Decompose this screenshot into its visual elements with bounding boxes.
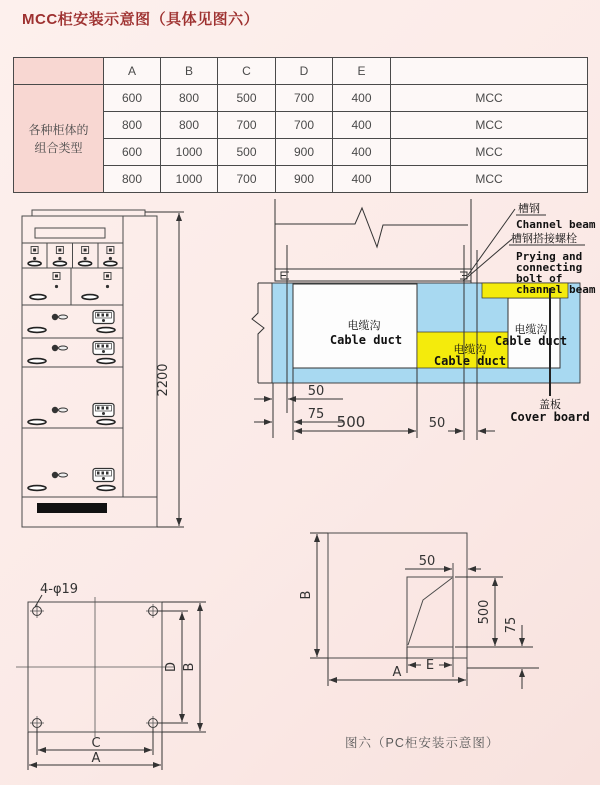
spec-cell: 400: [333, 166, 391, 193]
dim-label-75: 75: [307, 407, 325, 422]
spec-cell: 700: [218, 112, 276, 139]
spec-cell: 600: [104, 85, 161, 112]
row-group-header: [14, 85, 104, 193]
row-group-header-line2: 组合类型: [34, 140, 83, 155]
spec-cell: 800: [104, 112, 161, 139]
corner-cell: [14, 58, 104, 85]
dim-label-d: D: [164, 661, 179, 673]
spec-table: [13, 57, 588, 193]
spec-cell: 400: [333, 139, 391, 166]
bolt-label-en: connecting: [516, 261, 583, 274]
dim-label-2200: 2200: [156, 363, 171, 397]
height-dimension: [145, 212, 184, 527]
duct-label-en: Cable duct: [433, 354, 507, 368]
page-title: MCC柜安装示意图（具体见图六）: [22, 11, 260, 28]
detail-outline: [328, 533, 467, 677]
dim-label-50: 50: [418, 554, 436, 569]
bolt-label-en: channel beam: [516, 283, 596, 296]
duct-label-zh: 电缆沟: [453, 344, 487, 356]
spec-cell: 1000: [161, 166, 218, 193]
bolt-label-en: Prying and: [516, 250, 583, 263]
cover-board-label-en: Cover board: [510, 410, 590, 424]
spec-cell-type: MCC: [391, 85, 588, 112]
dim-label-b: B: [299, 590, 314, 600]
dim-label-500: 500: [336, 413, 366, 431]
spec-cell: 800: [161, 112, 218, 139]
dim-label-b: B: [182, 662, 197, 672]
spec-cell: 800: [104, 166, 161, 193]
dim-label-a: A: [392, 665, 402, 680]
spec-cell: 900: [276, 139, 333, 166]
col-header-type: [391, 58, 588, 85]
table-header-row: [14, 58, 588, 85]
spec-cell-type: MCC: [391, 166, 588, 193]
holes-label: 4-φ19: [40, 582, 79, 597]
duct-label-zh: 电缆沟: [514, 324, 548, 336]
dim-label-e: E: [425, 658, 435, 673]
channel-beam-label-zh: 槽钢: [518, 203, 540, 215]
dim-label-50: 50: [307, 384, 325, 399]
figure-caption: 图六（PC柜安装示意图）: [345, 736, 500, 750]
plan-outline: [16, 597, 174, 737]
duct-label-en: Cable duct: [494, 334, 568, 348]
col-header: C: [218, 58, 276, 85]
cabinet-front-view: [15, 200, 190, 540]
spec-cell: 500: [218, 139, 276, 166]
col-header: E: [333, 58, 391, 85]
spec-cell: 500: [218, 85, 276, 112]
foundation-section-view: [248, 195, 600, 445]
dim-label-75: 75: [504, 616, 519, 634]
break-line: [252, 283, 264, 383]
plan-dimensions: [28, 602, 206, 770]
bolt-label-en: bolt of: [516, 272, 563, 285]
dim-label-50: 50: [428, 416, 446, 431]
spec-cell: 1000: [161, 139, 218, 166]
base-plan-view: [12, 570, 212, 775]
spec-cell: 900: [276, 166, 333, 193]
spec-cell: 400: [333, 85, 391, 112]
bolt-label-zh: 槽钢搭接螺栓: [511, 233, 577, 245]
duct-label-zh: 电缆沟: [347, 320, 381, 332]
section-dimensions: [254, 384, 495, 431]
spec-cell-type: MCC: [391, 139, 588, 166]
spec-cell: 700: [276, 85, 333, 112]
switch-drawer-units: [28, 311, 115, 491]
cabinet-outline: [22, 210, 157, 527]
spec-cell: 600: [104, 139, 161, 166]
spec-cell: 800: [161, 85, 218, 112]
row-group-header-line1: 各种柜体的: [28, 122, 89, 137]
spec-cell: 700: [276, 112, 333, 139]
vent-slot: [37, 503, 107, 513]
channel-beam-label-en: Channel beam: [516, 218, 596, 231]
col-header: D: [276, 58, 333, 85]
holes-callout: [35, 582, 78, 607]
spec-cell: 700: [218, 166, 276, 193]
dim-label-500: 500: [477, 599, 492, 625]
spec-cell-type: MCC: [391, 112, 588, 139]
channel-beam: [275, 269, 471, 281]
duct-label-en: Cable duct: [329, 333, 403, 347]
table-row: [14, 85, 588, 112]
pc-detail-view: [293, 523, 543, 693]
dim-label-a: A: [91, 751, 101, 766]
col-header: B: [161, 58, 218, 85]
spec-cell: 400: [333, 112, 391, 139]
col-header: A: [104, 58, 161, 85]
duct-opening-diagonal: [408, 578, 452, 645]
floor-break-line: [275, 208, 468, 247]
cover-board-label-zh: 盖板: [539, 399, 561, 411]
dim-label-c: C: [91, 736, 101, 751]
